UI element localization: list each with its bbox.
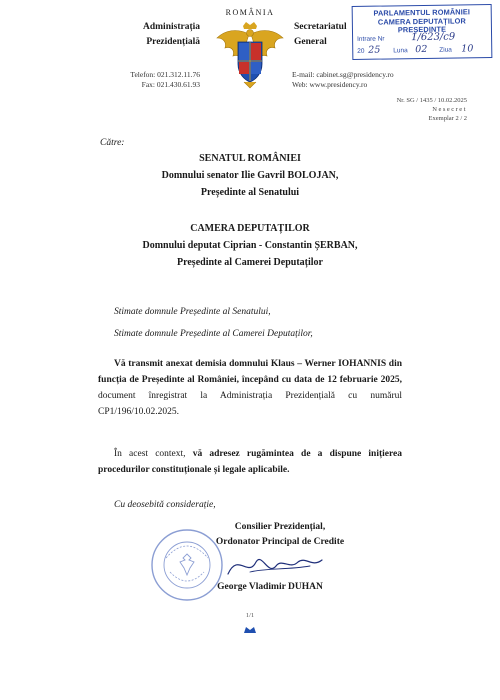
stamp-intrare-value: 1/623/c9 bbox=[411, 31, 456, 44]
stamp-luna-label: Luna bbox=[393, 47, 408, 55]
stamp-ziua-value: 10 bbox=[461, 43, 474, 55]
senate-president-role: Președinte al Senatului bbox=[200, 187, 300, 198]
body-paragraph-1-rest: document înregistrat la Administrația Prezidențială cu numărul CP1/196/10.02.2025. bbox=[98, 391, 402, 417]
recipient-senate bbox=[100, 150, 400, 201]
signature-block bbox=[210, 520, 350, 550]
institution-left-line2: Prezidențială bbox=[146, 37, 200, 47]
salutation-senate: Stimate domnule Președinte al Senatului, bbox=[114, 307, 271, 317]
contact-right bbox=[292, 70, 432, 90]
stamp-intrare-label: Intrare Nr bbox=[357, 35, 385, 43]
email-text: E-mail: cabinet.sg@presidency.ro bbox=[292, 70, 394, 79]
signer-name: George Vladimir DUHAN bbox=[217, 582, 323, 592]
body-paragraph-2-bold: vă adresez rugămintea de a dispune inițierea procedurilor constituționale și legale aplicabile. bbox=[98, 449, 403, 475]
contact-left bbox=[90, 70, 200, 90]
salutation-chamber: Stimate domnule Președinte al Camerei Deputaților, bbox=[114, 329, 313, 339]
country-name: ROMÂNIA bbox=[225, 8, 275, 17]
footer-emblem-icon bbox=[243, 622, 257, 632]
phone-text: Telefon: 021.312.11.76 bbox=[130, 70, 200, 79]
document-number: Nr. SG / 1435 / 10.02.2025 bbox=[396, 97, 467, 104]
body-paragraph-2 bbox=[98, 446, 402, 478]
registration-stamp bbox=[352, 4, 493, 60]
recipient-chamber bbox=[100, 220, 400, 271]
stamp-line-1: PARLAMENTUL ROMÂNIEI bbox=[373, 7, 471, 18]
page-number: 1/1 bbox=[245, 612, 255, 619]
stamp-ziua-label: Ziua bbox=[439, 46, 452, 54]
stamp-line-2: CAMERA DEPUTAȚILOR bbox=[377, 15, 466, 27]
institution-right-line2: General bbox=[294, 37, 327, 47]
institution-left bbox=[100, 20, 200, 50]
body-paragraph-1-bold: Vă transmit anexat demisia domnului Klaus – Werner IOHANNIS din funcția de Președinte al României, începând cu data de 12 februarie 2025, bbox=[98, 359, 402, 385]
classification-text: Nesecret bbox=[432, 106, 467, 113]
stamp-year-value: 25 bbox=[368, 44, 381, 56]
senate-president-name: Domnului senator Ilie Gavril BOLOJAN, bbox=[161, 170, 339, 181]
senate-title: SENATUL ROMÂNIEI bbox=[199, 153, 301, 164]
web-text: Web: www.presidency.ro bbox=[292, 80, 368, 89]
chamber-title: CAMERA DEPUTAȚILOR bbox=[190, 223, 310, 234]
signer-title-2: Ordonator Principal de Credite bbox=[215, 537, 345, 547]
body-paragraph-1 bbox=[98, 356, 402, 420]
chamber-president-role: Președinte al Camerei Deputaților bbox=[177, 257, 323, 268]
fax-text: Fax: 021.430.61.93 bbox=[141, 80, 200, 89]
body-paragraph-2-lead: În acest context, bbox=[114, 449, 186, 459]
copy-number: Exemplar 2 / 2 bbox=[428, 115, 467, 122]
to-label: Către: bbox=[100, 138, 125, 148]
coat-of-arms-icon bbox=[213, 20, 287, 90]
document-meta bbox=[330, 96, 467, 123]
institution-right-line1: Secretariatul bbox=[294, 22, 347, 32]
chamber-president-name: Domnului deputat Ciprian - Constantin ȘERBAN, bbox=[142, 240, 358, 251]
stamp-line-3: PREȘEDINTE bbox=[397, 24, 447, 35]
closing-regards: Cu deosebită considerație, bbox=[114, 500, 216, 510]
stamp-luna-value: 02 bbox=[415, 43, 428, 56]
handwritten-signature-icon bbox=[220, 548, 330, 584]
stamp-year-prefix: 20 bbox=[357, 47, 365, 55]
signer-title-1: Consilier Prezidențial, bbox=[234, 522, 326, 532]
institution-left-line1: Administrația bbox=[143, 22, 200, 32]
